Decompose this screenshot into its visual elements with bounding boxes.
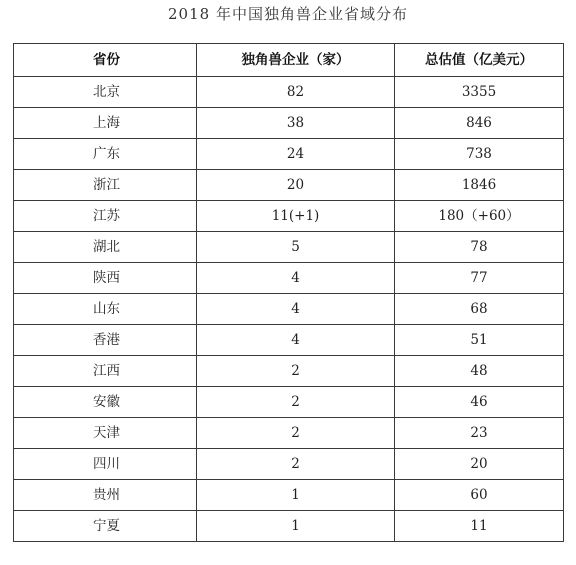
cell-province: 江苏	[14, 201, 197, 232]
table-row	[14, 170, 564, 201]
cell-province: 宁夏	[14, 511, 197, 542]
cell-unicorn-count: 82	[197, 77, 395, 108]
cell-province: 北京	[14, 77, 197, 108]
header-unicorn-count: 独角兽企业（家）	[197, 44, 395, 77]
cell-province: 浙江	[14, 170, 197, 201]
table-row	[14, 418, 564, 449]
cell-unicorn-count: 2	[197, 418, 395, 449]
cell-province: 山东	[14, 294, 197, 325]
table-row	[14, 387, 564, 418]
cell-total-valuation: 180（+60）	[395, 201, 564, 232]
header-total-valuation: 总估值（亿美元）	[395, 44, 564, 77]
cell-unicorn-count: 24	[197, 139, 395, 170]
cell-province: 安徽	[14, 387, 197, 418]
cell-province: 广东	[14, 139, 197, 170]
cell-total-valuation: 846	[395, 108, 564, 139]
cell-total-valuation: 51	[395, 325, 564, 356]
table-row	[14, 263, 564, 294]
cell-unicorn-count: 4	[197, 325, 395, 356]
cell-total-valuation: 3355	[395, 77, 564, 108]
cell-total-valuation: 11	[395, 511, 564, 542]
table-row	[14, 108, 564, 139]
cell-total-valuation: 48	[395, 356, 564, 387]
cell-province: 湖北	[14, 232, 197, 263]
cell-unicorn-count: 4	[197, 263, 395, 294]
table-row	[14, 480, 564, 511]
cell-unicorn-count: 4	[197, 294, 395, 325]
cell-unicorn-count: 2	[197, 449, 395, 480]
cell-unicorn-count: 20	[197, 170, 395, 201]
cell-total-valuation: 60	[395, 480, 564, 511]
unicorn-distribution-table	[13, 43, 564, 542]
table-row	[14, 139, 564, 170]
cell-province: 上海	[14, 108, 197, 139]
data-table-container	[13, 43, 563, 542]
header-province: 省份	[14, 44, 197, 77]
cell-unicorn-count: 38	[197, 108, 395, 139]
cell-province: 天津	[14, 418, 197, 449]
table-row	[14, 449, 564, 480]
cell-total-valuation: 20	[395, 449, 564, 480]
cell-unicorn-count: 2	[197, 387, 395, 418]
cell-province: 香港	[14, 325, 197, 356]
table-row	[14, 294, 564, 325]
cell-province: 贵州	[14, 480, 197, 511]
cell-unicorn-count: 1	[197, 511, 395, 542]
cell-total-valuation: 68	[395, 294, 564, 325]
cell-total-valuation: 23	[395, 418, 564, 449]
cell-unicorn-count: 5	[197, 232, 395, 263]
table-body	[14, 77, 564, 542]
table-row	[14, 325, 564, 356]
cell-total-valuation: 46	[395, 387, 564, 418]
cell-total-valuation: 738	[395, 139, 564, 170]
page-title: 2018 年中国独角兽企业省域分布	[168, 5, 408, 23]
cell-unicorn-count: 11(+1)	[197, 201, 395, 232]
cell-unicorn-count: 2	[197, 356, 395, 387]
cell-province: 四川	[14, 449, 197, 480]
cell-total-valuation: 77	[395, 263, 564, 294]
header-row	[14, 44, 564, 77]
table-row	[14, 511, 564, 542]
cell-province: 陕西	[14, 263, 197, 294]
cell-province: 江西	[14, 356, 197, 387]
table-row	[14, 201, 564, 232]
table-header	[14, 44, 564, 77]
cell-total-valuation: 1846	[395, 170, 564, 201]
cell-unicorn-count: 1	[197, 480, 395, 511]
table-row	[14, 77, 564, 108]
table-row	[14, 356, 564, 387]
table-row	[14, 232, 564, 263]
cell-total-valuation: 78	[395, 232, 564, 263]
